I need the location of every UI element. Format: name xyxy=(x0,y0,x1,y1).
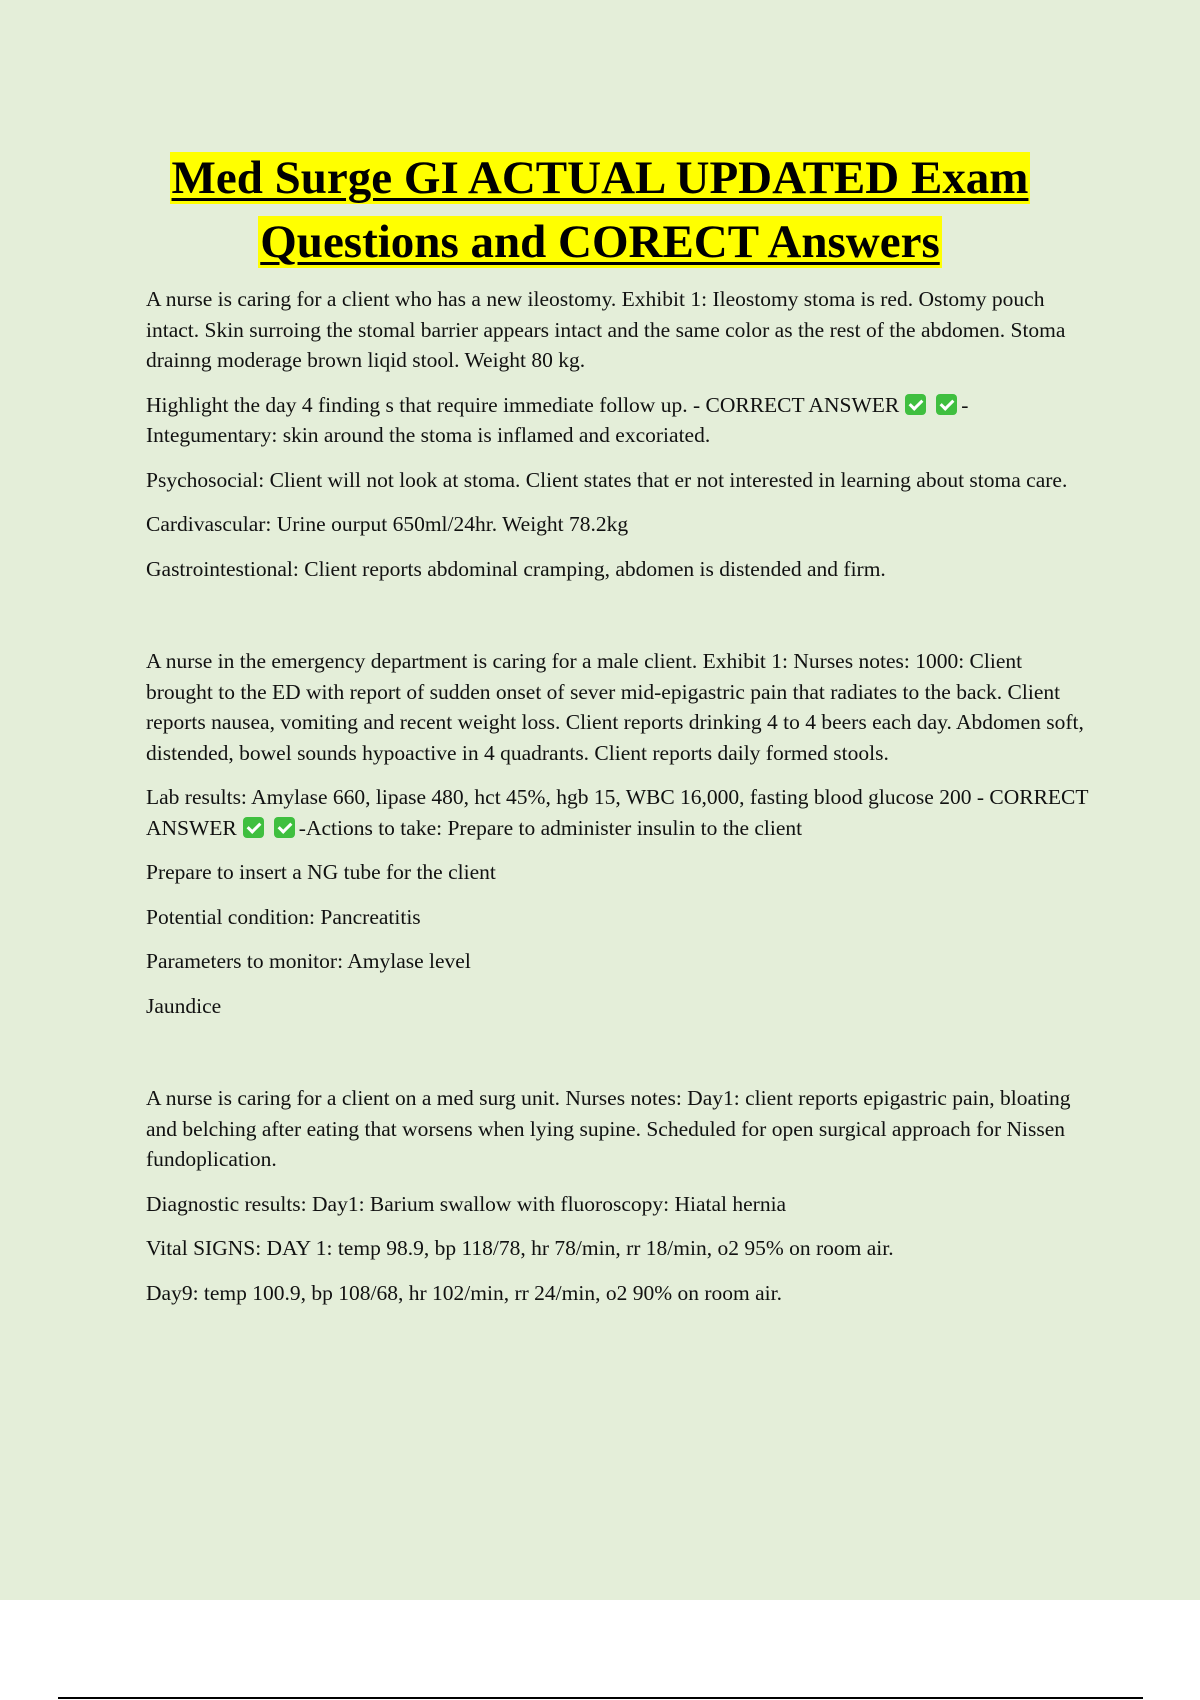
question-1-gastrointestinal: Gastrointestional: Client reports abdominal cramping, abdomen is distended and firm. xyxy=(146,556,886,581)
question-2-answer xyxy=(146,782,1090,843)
question-3-vitals-day1: Vital SIGNS: DAY 1: temp 98.9, bp 118/78, hr 78/min, rr 18/min, o2 95% on room air. xyxy=(146,1236,894,1260)
check-icon xyxy=(243,817,264,838)
question-3-vitals-day9: Day9: temp 100.9, bp 108/68, hr 102/min, rr 24/min, o2 90% on room air. xyxy=(146,1280,782,1305)
footer-divider xyxy=(58,1697,1143,1699)
title-line-1: Med Surge GI ACTUAL UPDATED Exam xyxy=(171,152,1029,204)
question-1-answer-text: - Integumentary: skin around the stoma is inflamed and excoriated. xyxy=(146,392,969,447)
document-body xyxy=(146,284,1090,1322)
title-line-2: Questions and CORECT Answers xyxy=(260,216,940,268)
question-2-answer-text: -Actions to take: Prepare to administer insulin to the client xyxy=(298,815,803,840)
check-icon xyxy=(274,817,295,838)
question-1-prompt: Highlight the day 4 finding s that require immediate follow up. - CORRECT ANSWER xyxy=(146,392,900,417)
question-2-stem: A nurse in the emergency department is caring for a male client. Exhibit 1: Nurses notes: 1000: Client brought to the ED with report of sudden onset of sever mid-epigastric pain that radiates to the back. Client reports nausea, vomiting and recent weight loss. Client reports drinking 4 to 4 beers each day. Abdomen soft, distended, bowel sounds hypoactive in 4 quadrants. Client reports daily formed stools. xyxy=(146,649,1084,765)
check-icon xyxy=(936,394,957,415)
question-1-stem: A nurse is caring for a client who has a new ileostomy. Exhibit 1: Ileostomy stoma is red. Ostomy pouch intact. Skin surroing the stomal barrier appears intact and the same color as the rest of the abdomen. Stoma drainng moderage brown liqid stool. Weight 80 kg. xyxy=(146,287,1066,372)
question-2-ng-tube: Prepare to insert a NG tube for the client xyxy=(146,860,496,884)
document-title xyxy=(0,146,1200,274)
question-2-jaundice: Jaundice xyxy=(146,993,222,1018)
question-2-monitor: Parameters to monitor: Amylase level xyxy=(146,949,471,973)
check-icon xyxy=(905,394,926,415)
question-3-diagnostic: Diagnostic results: Day1: Barium swallow with fluoroscopy: Hiatal hernia xyxy=(146,1191,787,1216)
question-2-condition: Potential condition: Pancreatitis xyxy=(146,904,421,929)
question-3-stem: A nurse is caring for a client on a med surg unit. Nurses notes: Day1: client reports epigastric pain, bloating and belching after eating that worsens when lying supine. Scheduled for open surgical approach for Nissen fundoplication. xyxy=(146,1086,1071,1171)
question-1-cardiovascular: Cardivascular: Urine ourput 650ml/24hr. Weight 78.2kg xyxy=(146,512,629,536)
question-1-answer xyxy=(146,390,1090,451)
question-1-psychosocial: Psychosocial: Client will not look at stoma. Client states that er not interested in learning about stoma care. xyxy=(146,467,1068,492)
question-2-labs: Lab results: Amylase 660, lipase 480, hct 45%, hgb 15, WBC 16,000, fasting blood glucose 200 - CORRECT ANSWER xyxy=(146,785,1089,840)
